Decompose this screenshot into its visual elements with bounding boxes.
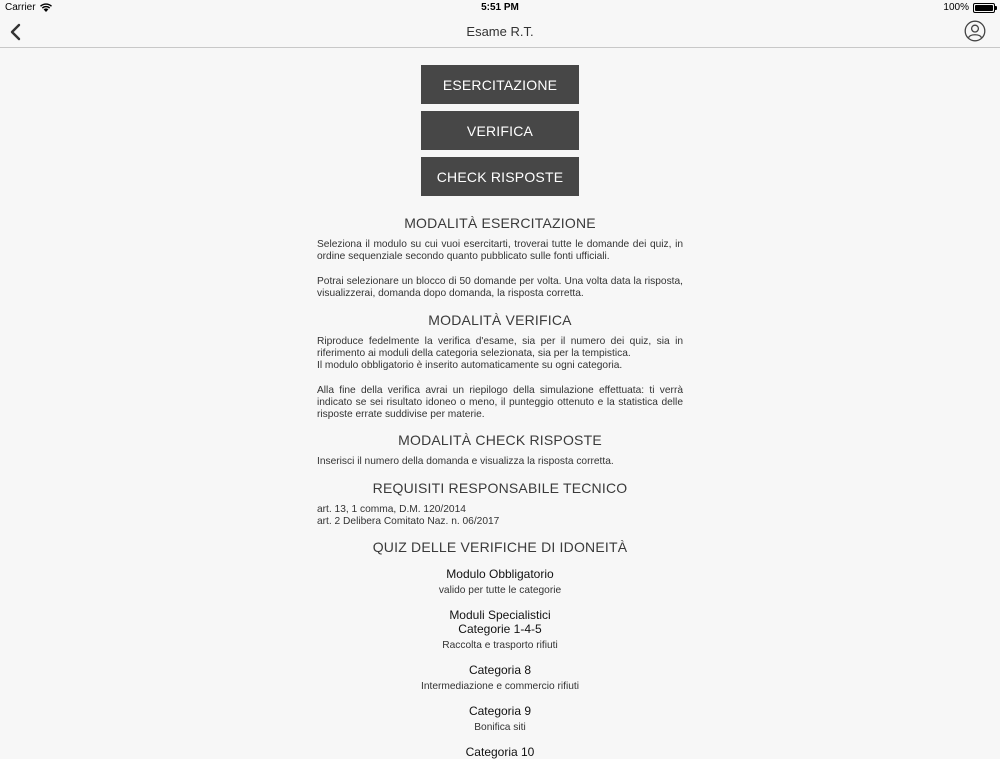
quiz-item-title[interactable]: Modulo Obbligatorio xyxy=(446,567,554,581)
section-title-esercitazione: MODALITÀ ESERCITAZIONE xyxy=(404,215,596,231)
verifica-paragraph-1: Riproduce fedelmente la verifica d'esame, sia per il numero dei quiz, sia in riferimento ai moduli della categoria selezionata, sia per la tempistica. xyxy=(317,336,683,360)
quiz-item-title[interactable]: Categoria 8 xyxy=(468,663,532,677)
page-title: Esame R.T. xyxy=(466,24,534,39)
quiz-item-subtitle: Intermediazione e commercio rifiuti xyxy=(421,681,579,692)
quiz-item-subtitle: valido per tutte le categorie xyxy=(438,585,562,596)
section-title-quiz: QUIZ DELLE VERIFICHE DI IDONEITÀ xyxy=(372,539,628,555)
battery-icon xyxy=(973,3,995,13)
check-risposte-button[interactable]: CHECK RISPOSTE xyxy=(421,157,579,196)
quiz-item-title[interactable]: Categoria 10 xyxy=(465,745,535,759)
status-bar xyxy=(0,0,1000,16)
verifica-button[interactable]: VERIFICA xyxy=(421,111,579,150)
user-circle-icon xyxy=(964,20,986,42)
battery-percent: 100% xyxy=(943,2,969,13)
esercitazione-paragraph-1: Seleziona il modulo su cui vuoi esercitarti, troverai tutte le domande dei quiz, in ordine sequenziale secondo quanto pubblicato sulle fonti ufficiali. xyxy=(317,239,683,263)
verifica-paragraph-2: Alla fine della verifica avrai un riepilogo della simulazione effettuata: ti verrà indicato se sei risultato idoneo o meno, il punteggio ottenuto e la statistica delle risposte errate suddivise per materie. xyxy=(317,385,683,421)
main-content xyxy=(0,48,1000,759)
quiz-item-subtitle: Raccolta e trasporto rifiuti xyxy=(442,640,558,651)
clock: 5:51 PM xyxy=(481,2,519,13)
profile-button[interactable] xyxy=(964,20,986,42)
section-title-requisiti: REQUISITI RESPONSABILE TECNICO xyxy=(372,480,628,496)
requisiti-line-1: art. 13, 1 comma, D.M. 120/2014 xyxy=(317,504,466,515)
quiz-item-subtitle: Bonifica siti xyxy=(474,722,526,733)
esercitazione-paragraph-2: Potrai selezionare un blocco di 50 domande per volta. Una volta data la risposta, visualizzerai, domanda dopo domanda, la risposta corretta. xyxy=(317,276,683,300)
section-title-verifica: MODALITÀ VERIFICA xyxy=(428,312,572,328)
quiz-item-title[interactable]: Moduli Specialistici xyxy=(449,608,551,622)
verifica-paragraph-1b: Il modulo obbligatorio è inserito automaticamente su ogni categoria. xyxy=(317,360,623,371)
battery-group xyxy=(943,2,995,13)
carrier-label: Carrier xyxy=(5,2,36,13)
check-paragraph: Inserisci il numero della domanda e visualizza la risposta corretta. xyxy=(317,456,614,467)
requisiti-line-2: art. 2 Delibera Comitato Naz. n. 06/2017 xyxy=(317,516,500,527)
quiz-item-title-2[interactable]: Categorie 1-4-5 xyxy=(458,622,542,636)
section-title-check: MODALITÀ CHECK RISPOSTE xyxy=(398,432,602,448)
quiz-item-title[interactable]: Categoria 9 xyxy=(468,704,532,718)
esercitazione-button[interactable]: ESERCITAZIONE xyxy=(421,65,579,104)
battery-fill xyxy=(975,5,993,11)
navigation-bar xyxy=(0,16,1000,48)
